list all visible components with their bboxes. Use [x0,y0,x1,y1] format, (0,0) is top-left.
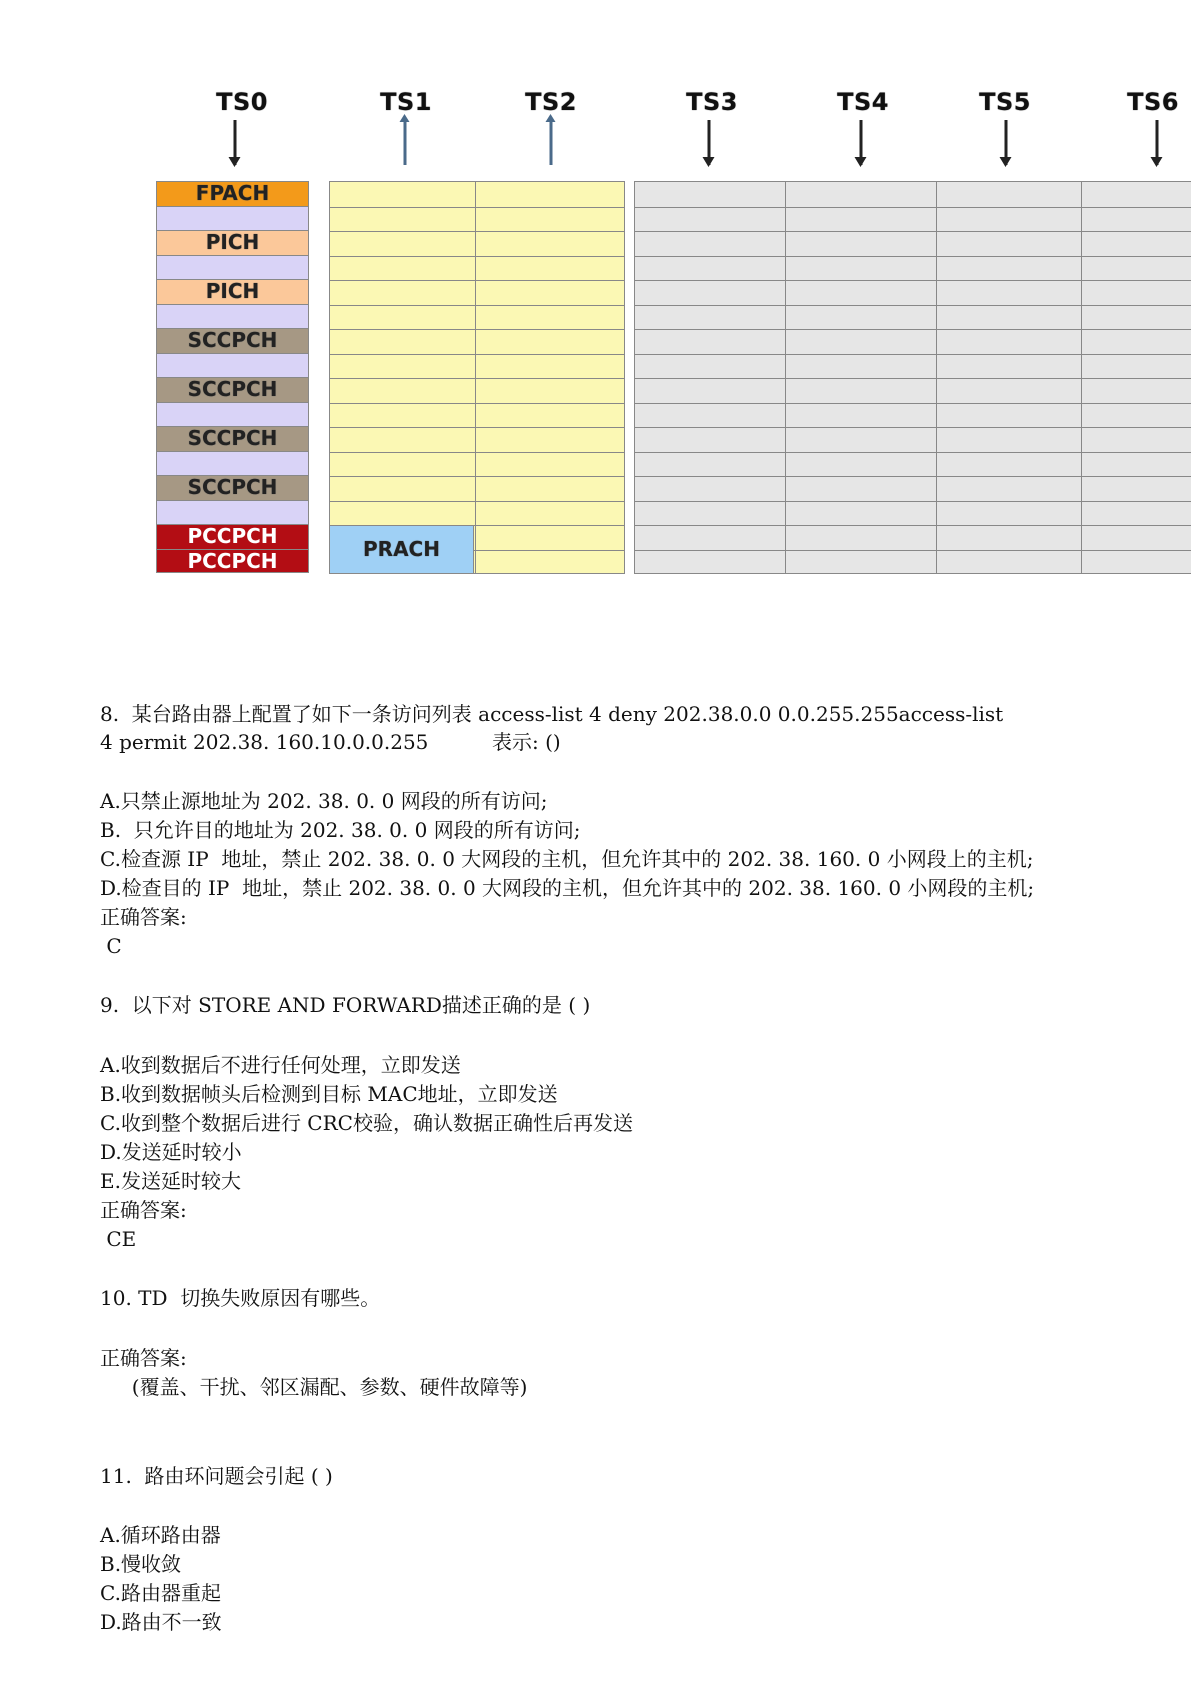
q10-question: 10. TD 切换失败原因有哪些。 [100,1286,381,1310]
grid-row-line [635,550,1191,551]
grid-row-line [635,354,1191,355]
ts1-label: TS1 [380,88,432,116]
q8-option-d: D.检查目的 IP 地址，禁止 202. 38. 0. 0 大网段的主机，但允许其中的 202. 38. 160. 0 小网段的主机; [100,876,1035,900]
grid-column-line [936,182,937,573]
blank-channel [156,206,309,231]
downlink-arrow-icon [234,120,237,165]
downlink-arrow-icon [1156,120,1159,165]
ts0-label: TS0 [216,88,268,116]
grid-row-line [330,501,624,502]
grid-row-line [635,452,1191,453]
blank-channel [156,304,309,329]
downlink-arrow-icon [860,120,863,165]
downlink-slot-grid [634,181,1191,574]
grid-row-line [635,476,1191,477]
grid-row-line [330,207,624,208]
q9-option-b: B.收到数据帧头后检测到目标 MAC地址，立即发送 [100,1082,558,1106]
grid-row-line [635,329,1191,330]
sccpch-channel: SCCPCH [156,426,309,451]
q9-answer-label: 正确答案: [100,1198,187,1222]
grid-row-line [330,354,624,355]
q11-option-c: C.路由器重起 [100,1581,221,1605]
grid-row-line [330,427,624,428]
timeslot-channel-diagram [0,0,1191,600]
grid-row-line [635,501,1191,502]
uplink-slot-grid [329,181,625,574]
ts3-label: TS3 [686,88,738,116]
sccpch-channel: SCCPCH [156,475,309,500]
ts0-channel-column [156,181,309,573]
grid-row-line [635,403,1191,404]
pccpch-channel: PCCPCH [156,549,309,574]
ts4-label: TS4 [837,88,889,116]
ts5-label: TS5 [979,88,1031,116]
uplink-arrow-icon [550,120,553,165]
downlink-arrow-icon [1005,120,1008,165]
grid-row-line [330,329,624,330]
downlink-arrow-icon [708,120,711,165]
grid-column-line [1081,182,1082,573]
grid-row-line [635,280,1191,281]
grid-column-line [475,182,476,573]
pich-channel: PICH [156,230,309,255]
q11-question: 11. 路由环问题会引起 ( ) [100,1464,333,1488]
q8-question-line2: 4 permit 202.38. 160.10.0.0.255 表示: () [100,730,561,754]
grid-row-line [330,452,624,453]
grid-row-line [635,231,1191,232]
q8-option-c: C.检查源 IP 地址，禁止 202. 38. 0. 0 大网段的主机，但允许其中的 202. 38. 160. 0 小网段上的主机; [100,847,1034,871]
q9-option-e: E.发送延时较大 [100,1169,241,1193]
sccpch-channel: SCCPCH [156,328,309,353]
grid-row-line [330,378,624,379]
q10-answer: (覆盖、干扰、邻区漏配、参数、硬件故障等) [100,1375,528,1399]
grid-row-line [330,403,624,404]
prach-channel: PRACH [329,525,474,574]
blank-channel [156,402,309,427]
grid-row-line [330,305,624,306]
q9-answer: CE [100,1227,137,1251]
blank-channel [156,500,309,525]
q8-option-a: A.只禁止源地址为 202. 38. 0. 0 网段的所有访问; [100,789,548,813]
q8-answer: C [100,934,122,958]
q11-option-d: D.路由不一致 [100,1610,222,1634]
uplink-arrow-icon [404,120,407,165]
blank-channel [156,353,309,378]
grid-row-line [635,378,1191,379]
q9-option-c: C.收到整个数据后进行 CRC校验，确认数据正确性后再发送 [100,1111,633,1135]
grid-row-line [330,231,624,232]
pccpch-channel: PCCPCH [156,524,309,549]
q11-option-b: B.慢收敛 [100,1552,182,1576]
q8-option-b: B. 只允许目的地址为 202. 38. 0. 0 网段的所有访问; [100,818,581,842]
q8-answer-label: 正确答案: [100,905,187,929]
pich-channel: PICH [156,279,309,304]
grid-row-line [330,256,624,257]
grid-row-line [635,427,1191,428]
sccpch-channel: SCCPCH [156,377,309,402]
ts6-label: TS6 [1127,88,1179,116]
grid-row-line [330,476,624,477]
q9-option-a: A.收到数据后不进行任何处理，立即发送 [100,1053,461,1077]
q10-answer-label: 正确答案: [100,1346,187,1370]
q8-question-line1: 8. 某台路由器上配置了如下一条访问列表 access-list 4 deny 202.38.0.0 0.0.255.255access-list [100,702,1004,726]
grid-row-line [635,525,1191,526]
blank-channel [156,255,309,280]
ts2-label: TS2 [525,88,577,116]
grid-row-line [635,305,1191,306]
grid-row-line [635,256,1191,257]
q9-question: 9. 以下对 STORE AND FORWARD描述正确的是 ( ) [100,993,591,1017]
grid-row-line [635,207,1191,208]
q9-option-d: D.发送延时较小 [100,1140,242,1164]
grid-column-line [785,182,786,573]
q11-option-a: A.循环路由器 [100,1523,221,1547]
fpach-channel: FPACH [156,181,309,206]
grid-row-line [330,280,624,281]
blank-channel [156,451,309,476]
